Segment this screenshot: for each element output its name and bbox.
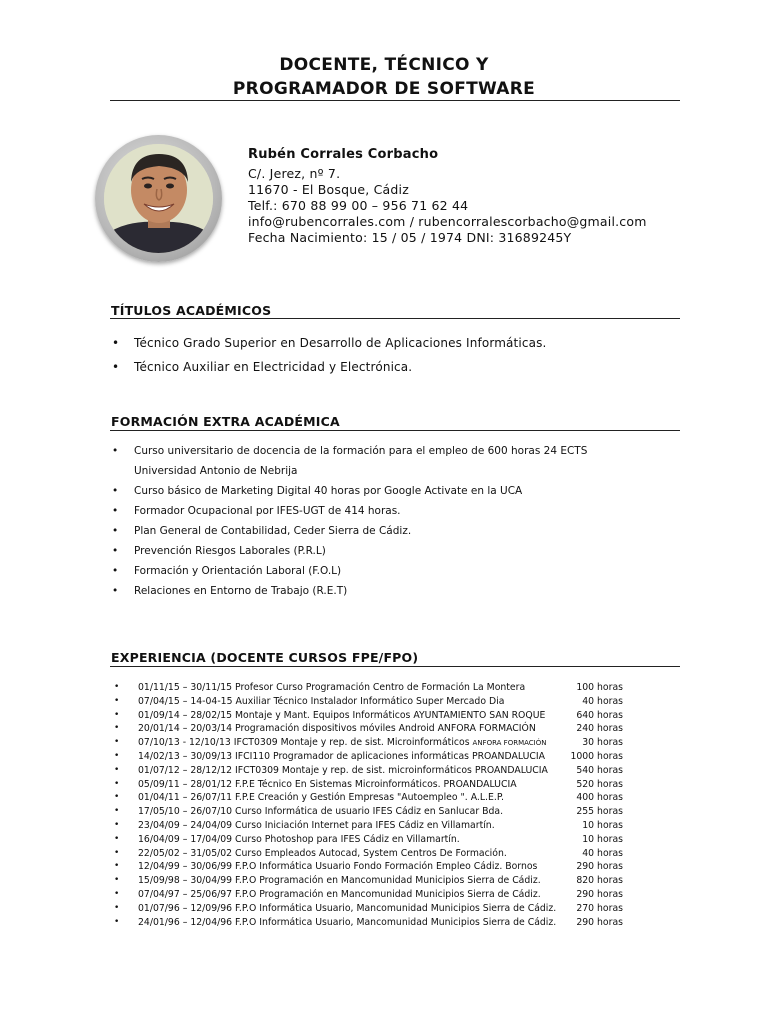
title-divider bbox=[110, 100, 680, 101]
experience-text: 14/02/13 – 30/09/13 IFCI110 Programador de aplicaciones informáticas PROANDALUCIA bbox=[138, 750, 545, 762]
section-heading-formacion: FORMACIÓN EXTRA ACADÉMICA bbox=[111, 414, 340, 429]
list-item: • Curso básico de Marketing Digital 40 horas por Google Activate en la UCA bbox=[110, 481, 587, 501]
experience-text: 01/07/96 – 12/09/96 F.P.O Informática Usuario, Mancomunidad Municipios Sierra de Cádiz. bbox=[138, 902, 557, 914]
list-item: • Plan General de Contabilidad, Ceder Sierra de Cádiz. bbox=[110, 521, 587, 541]
bullet-icon: • bbox=[112, 545, 119, 557]
experience-org-small: ANFORA FORMACIÓN bbox=[472, 739, 547, 748]
experience-hours: 10 horas bbox=[582, 833, 623, 845]
list-item: • Formación y Orientación Laboral (F.O.L) bbox=[110, 561, 587, 581]
experience-hours: 10 horas bbox=[582, 819, 623, 831]
bullet-icon: • bbox=[114, 902, 120, 913]
bullet-icon: • bbox=[114, 723, 120, 734]
bullet-icon: • bbox=[114, 709, 120, 720]
experience-hours: 270 horas bbox=[576, 902, 623, 914]
bullet-icon: • bbox=[112, 445, 119, 457]
experience-hours: 40 horas bbox=[582, 847, 623, 859]
experience-text: 24/01/96 – 12/04/96 F.P.O Informática Usuario, Mancomunidad Municipios Sierra de Cádiz. bbox=[138, 916, 557, 928]
bullet-icon: • bbox=[114, 750, 120, 761]
experience-text: 07/04/15 – 14-04-15 Auxiliar Técnico Instalador Informático Super Mercado Dia bbox=[138, 695, 505, 707]
experience-text: 17/05/10 – 26/07/10 Curso Informática de usuario IFES Cádiz en Sanlucar Bda. bbox=[138, 806, 504, 818]
experience-text: 01/11/15 – 30/11/15 Profesor Curso Programación Centro de Formación La Montera bbox=[138, 682, 526, 693]
experience-hours: 40 horas bbox=[582, 695, 623, 707]
bullet-icon: • bbox=[114, 847, 120, 858]
bullet-icon: • bbox=[114, 916, 120, 927]
contact-block bbox=[248, 147, 647, 246]
bullet-icon: • bbox=[112, 336, 120, 350]
phone: Telf.: 670 88 99 00 – 956 71 62 44 bbox=[248, 198, 469, 213]
title-line-1: DOCENTE, TÉCNICO Y bbox=[279, 55, 489, 75]
experience-hours: 100 horas bbox=[576, 682, 623, 693]
section-heading-titulos: TÍTULOS ACADÉMICOS bbox=[111, 303, 272, 318]
experience-text: 05/09/11 – 28/01/12 F.P.E Técnico En Sistemas Microinformáticos. PROANDALUCIA bbox=[138, 778, 517, 790]
portrait-image bbox=[104, 144, 213, 253]
experience-hours: 290 horas bbox=[576, 916, 623, 928]
bullet-icon: • bbox=[112, 360, 120, 374]
bullet-icon: • bbox=[114, 819, 120, 830]
experience-hours: 290 horas bbox=[576, 888, 623, 900]
bullet-icon: • bbox=[114, 737, 120, 748]
address: C/. Jerez, nº 7. bbox=[248, 166, 341, 181]
experience-hours: 290 horas bbox=[576, 861, 623, 873]
list-item: • Técnico Auxiliar en Electricidad y Electrónica. bbox=[110, 355, 547, 379]
bullet-icon: • bbox=[114, 861, 120, 872]
list-item: • Prevención Riesgos Laborales (P.R.L) bbox=[110, 541, 587, 561]
experience-text: 01/09/14 – 28/02/15 Montaje y Mant. Equipos Informáticos AYUNTAMIENTO SAN ROQUE bbox=[138, 709, 546, 721]
bullet-icon: • bbox=[112, 505, 119, 517]
person-name: Rubén Corrales Corbacho bbox=[248, 147, 439, 162]
city: 11670 - El Bosque, Cádiz bbox=[248, 182, 409, 197]
profile-photo-frame bbox=[95, 135, 222, 262]
experience-text: 01/07/12 – 28/12/12 IFCT0309 Montaje y rep. de sist. microinformáticos PROANDALUCIA bbox=[138, 764, 548, 776]
page-title bbox=[0, 53, 768, 101]
experience-hours: 540 horas bbox=[576, 764, 623, 776]
bullet-icon: • bbox=[112, 565, 119, 577]
experience-hours: 820 horas bbox=[576, 875, 623, 887]
bullet-icon: • bbox=[114, 806, 120, 817]
bullet-icon: • bbox=[114, 764, 120, 775]
experience-hours: 240 horas bbox=[576, 723, 623, 735]
experience-text: 07/10/13 - 12/10/13 IFCT0309 Montaje y rep. de sist. Microinformáticos bbox=[138, 737, 470, 749]
list-item: • Relaciones en Entorno de Trabajo (R.E.T) bbox=[110, 581, 587, 601]
formacion-list bbox=[110, 441, 587, 601]
birth-dni: Fecha Nacimiento: 15 / 05 / 1974 DNI: 31689245Y bbox=[248, 230, 572, 245]
emails[interactable]: info@rubencorrales.com / rubencorralescorbacho@gmail.com bbox=[248, 214, 647, 229]
bullet-icon: • bbox=[112, 585, 119, 597]
bullet-icon: • bbox=[114, 792, 120, 803]
section-divider-titulos bbox=[110, 318, 680, 319]
section-divider-formacion bbox=[110, 430, 680, 431]
experience-text: 20/01/14 – 20/03/14 Programación dispositivos móviles Android ANFORA FORMACIÓN bbox=[138, 723, 536, 735]
bullet-icon: • bbox=[114, 695, 120, 706]
bullet-icon: • bbox=[114, 833, 120, 844]
section-divider-experiencia bbox=[110, 666, 680, 667]
section-heading-experiencia: EXPERIENCIA (DOCENTE CURSOS FPE/FPO) bbox=[111, 650, 419, 665]
title-line-2: PROGRAMADOR DE SOFTWARE bbox=[232, 79, 536, 99]
experience-hours: 1000 horas bbox=[570, 750, 623, 762]
experience-hours: 640 horas bbox=[576, 709, 623, 721]
bullet-icon: • bbox=[112, 525, 119, 537]
profile-photo bbox=[104, 144, 213, 253]
experience-text: 12/04/99 – 30/06/99 F.P.O Informática Usuario Fondo Formación Empleo Cádiz. Bornos bbox=[138, 861, 538, 873]
experience-hours: 520 horas bbox=[576, 778, 623, 790]
experience-text: 16/04/09 – 17/04/09 Curso Photoshop para IFES Cádiz en Villamartín. bbox=[138, 833, 460, 845]
list-item: • Curso universitario de docencia de la formación para el empleo de 600 horas 24 ECTS Universidad Antonio de Nebrija bbox=[110, 441, 587, 481]
bullet-icon: • bbox=[114, 682, 120, 692]
bullet-icon: • bbox=[114, 778, 120, 789]
bullet-icon: • bbox=[114, 875, 120, 886]
experience-hours: 255 horas bbox=[576, 806, 623, 818]
experience-text: 15/09/98 – 30/04/99 F.P.O Programación en Mancomunidad Municipios Sierra de Cádiz. bbox=[138, 875, 541, 887]
experience-text: 23/04/09 – 24/04/09 Curso Iniciación Internet para IFES Cádiz en Villamartín. bbox=[138, 819, 495, 831]
experience-text: 01/04/11 – 26/07/11 F.P.E Creación y Gestión Empresas "Autoempleo ". A.L.E.P. bbox=[138, 792, 504, 804]
titulos-list bbox=[110, 331, 547, 379]
list-item: • Formador Ocupacional por IFES-UGT de 414 horas. bbox=[110, 501, 587, 521]
experience-text: 07/04/97 – 25/06/97 F.P.O Programación en Mancomunidad Municipios Sierra de Cádiz. bbox=[138, 888, 541, 900]
experience-text: 22/05/02 – 31/05/02 Curso Empleados Autocad, System Centros De Formación. bbox=[138, 847, 507, 859]
bullet-icon: • bbox=[112, 485, 119, 497]
experience-hours: 400 horas bbox=[576, 792, 623, 804]
list-item: • Técnico Grado Superior en Desarrollo de Aplicaciones Informáticas. bbox=[110, 331, 547, 355]
experience-hours: 30 horas bbox=[582, 737, 623, 749]
bullet-icon: • bbox=[114, 888, 120, 899]
